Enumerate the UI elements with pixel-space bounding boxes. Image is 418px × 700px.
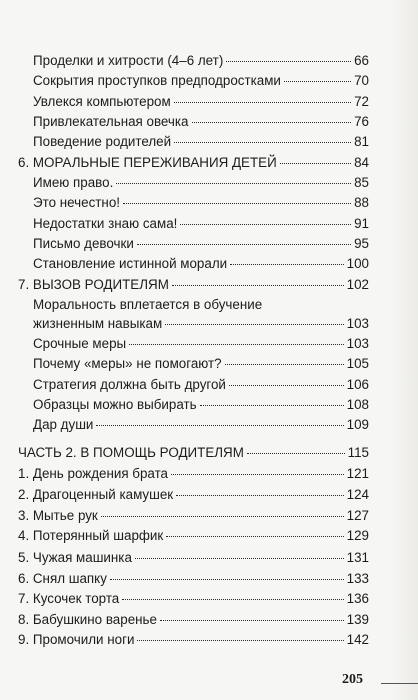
toc-entry (33, 416, 369, 434)
toc-entry-title: 3. Мытье рук (18, 508, 98, 524)
toc-dot-leader (160, 619, 344, 621)
toc-dot-leader (101, 515, 344, 517)
toc-entry (33, 174, 369, 192)
toc-entry-page: 106 (346, 376, 369, 392)
toc-entry (18, 549, 369, 567)
toc-entry-page: 66 (354, 53, 369, 68)
footer-rule (381, 683, 418, 684)
toc-dot-leader (172, 284, 344, 286)
toc-dot-leader (174, 141, 351, 143)
toc-entry-title: Почему «меры» не помогают? (33, 356, 222, 372)
toc-entry (18, 590, 369, 608)
toc-entry-title: 7. Кусочек торта (18, 591, 120, 607)
toc-entry (18, 631, 369, 649)
toc-chapter-title: 7. ВЫЗОВ РОДИТЕЛЯМ (18, 276, 169, 292)
toc-entry-title: Сокрытия проступков предподростками (33, 73, 281, 89)
toc-entry-title: 1. День рождения брата (18, 465, 169, 481)
toc-entry-page: 136 (346, 591, 369, 607)
toc-chapter (18, 276, 369, 294)
toc-entry (33, 355, 369, 373)
toc-entry (33, 255, 369, 273)
toc-entry (18, 527, 369, 545)
toc-dot-leader (165, 323, 344, 325)
toc-entry (33, 376, 369, 394)
toc-entry-page: 70 (354, 73, 369, 89)
toc-entry (33, 235, 369, 253)
toc-chapter (18, 154, 369, 172)
toc-entry-title: 9. Промочили ноги (18, 632, 135, 647)
toc-entry-title: Имею право. (33, 175, 114, 191)
toc-entry-title: 2. Драгоценный камушек (18, 486, 174, 502)
toc-entry-title: Становление истинной морали (33, 256, 228, 272)
toc-dot-leader (230, 263, 344, 265)
toc-dot-leader (192, 121, 352, 123)
toc-entry-title: Письмо девочки (33, 236, 134, 252)
toc-entry-page: 129 (346, 528, 369, 544)
toc-dot-leader (226, 60, 351, 62)
toc-entry-page: 133 (346, 570, 369, 586)
toc-dot-leader (110, 578, 344, 580)
toc-entry (18, 570, 369, 588)
toc-entry (33, 52, 369, 70)
toc-entry-page: 103 (346, 315, 369, 331)
toc-entry-first-line (33, 296, 262, 314)
toc-part-title: ЧАСТЬ 2. В ПОМОЩЬ РОДИТЕЛЯМ (18, 445, 244, 461)
toc-entry (33, 194, 369, 212)
toc-entry-page: 91 (354, 215, 369, 231)
toc-entry-title: Проделки и хитрости (4–6 лет) (33, 53, 224, 68)
toc-entry-title: 6. Снял шапку (18, 570, 107, 586)
toc-dot-leader (123, 202, 351, 204)
toc-dot-leader (116, 182, 351, 184)
toc-dot-leader (135, 557, 344, 559)
toc-entry-page: 127 (346, 508, 369, 524)
toc-dot-leader (284, 80, 351, 82)
toc-dot-leader (174, 101, 351, 103)
toc-dot-leader (137, 243, 351, 245)
toc-entry-title: Дар души (33, 417, 94, 433)
toc-entry-page: 124 (346, 486, 369, 502)
toc-entry-title: Привлекательная овечка (33, 114, 189, 130)
toc-chapter-title: 6. МОРАЛЬНЫЕ ПЕРЕЖИВАНИЯ ДЕТЕЙ (18, 154, 277, 170)
toc-entry-page: 109 (346, 417, 369, 433)
toc-entry-title: 5. Чужая машинка (18, 549, 132, 565)
toc-dot-leader (229, 384, 344, 386)
toc-entry-title: Моральность вплетается в обучение (33, 297, 263, 313)
toc-entry (33, 113, 369, 131)
toc-entry (33, 335, 369, 353)
toc-entry-page: 95 (354, 236, 369, 252)
toc-entry-page: 100 (346, 256, 369, 272)
toc-entry-page: 108 (346, 397, 369, 413)
toc-entry-title: Стратегия должна быть другой (33, 376, 226, 392)
toc-entry-page: 142 (346, 632, 369, 647)
toc-entry (33, 396, 369, 414)
toc-entry-page: 84 (354, 154, 369, 170)
toc-entry (18, 611, 369, 629)
toc-entry-title: Увлекся компьютером (33, 93, 171, 109)
toc-dot-leader (247, 452, 345, 454)
toc-entry-page: 105 (346, 356, 369, 372)
toc-entry-page: 102 (346, 276, 369, 292)
toc-dot-leader (280, 162, 351, 164)
toc-dot-leader (129, 343, 343, 345)
toc-entry (33, 315, 369, 333)
toc-dot-leader (180, 223, 351, 225)
toc-entry-page: 115 (347, 445, 369, 461)
toc-entry-title: 4. Потерянный шарфик (18, 528, 164, 544)
toc-dot-leader (96, 424, 343, 426)
toc-part (18, 444, 369, 462)
toc-entry (33, 93, 369, 111)
toc-entry-page: 81 (354, 134, 369, 150)
toc-entry-title: жизненным навыкам (33, 315, 163, 331)
toc-entry-title: Поведение родителей (33, 134, 172, 150)
toc-entry-page: 103 (346, 336, 369, 352)
page-number: 205 (342, 672, 363, 687)
toc-entry (18, 465, 369, 483)
toc-entry (18, 507, 369, 525)
toc-dot-leader (176, 494, 343, 496)
toc-entry (18, 486, 369, 504)
toc-dot-leader (166, 535, 343, 537)
toc-entry-page: 131 (346, 549, 369, 565)
toc-entry (33, 133, 369, 151)
toc-dot-leader (122, 598, 343, 600)
toc-entry-title: Это нечестно! (33, 195, 120, 211)
toc-entry-title: Образцы можно выбирать (33, 397, 197, 413)
toc-entry (33, 215, 369, 233)
toc-entry-page: 88 (354, 195, 369, 211)
toc-entry-page: 139 (346, 611, 369, 627)
toc-entry-page: 76 (354, 114, 369, 130)
toc-dot-leader (200, 404, 344, 406)
toc-entry-page: 85 (354, 175, 369, 191)
toc-entry-title: 8. Бабушкино варенье (18, 611, 157, 627)
toc-dot-leader (225, 363, 344, 365)
toc-dot-leader (137, 639, 343, 641)
toc-dot-leader (171, 473, 344, 475)
toc-entry-page: 121 (346, 465, 369, 481)
toc-entry-title: Срочные меры (33, 336, 127, 352)
toc-entry-page: 72 (354, 93, 369, 109)
toc-entry-title: Недостатки знаю сама! (33, 215, 178, 231)
toc-entry (33, 72, 369, 90)
